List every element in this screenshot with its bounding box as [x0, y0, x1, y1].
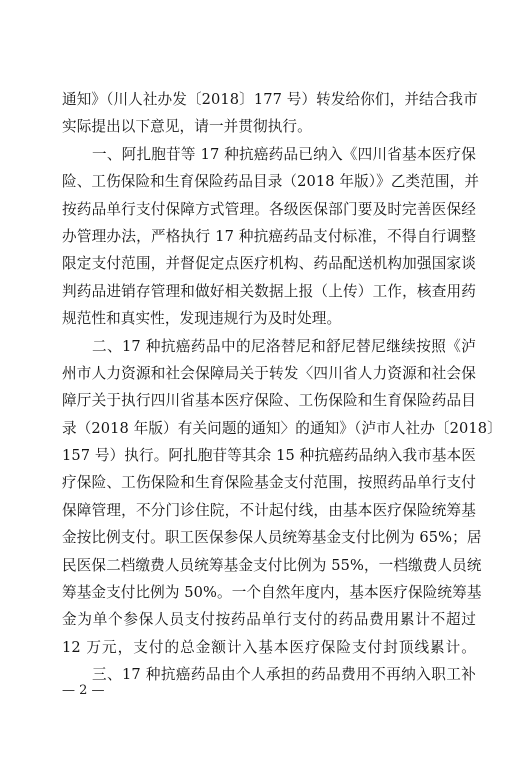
text-line: 疗保险、工伤保险和生育保险基金支付范围，按照药品单行支付 [62, 474, 476, 492]
text-line: 金按比例支付。职工医保参保人员统筹基金支付比例为 65%；居 [62, 529, 482, 547]
text-line: 12 万元，支付的总金额计入基本医疗保险支付封顶线累计。 [62, 638, 476, 656]
text-line: 157 号）执行。阿扎胞苷等其余 15 种抗癌药品纳入我市基本医 [62, 447, 476, 465]
text-line: 实际提出以下意见，请一并贯彻执行。 [62, 118, 312, 136]
section-3-heading-line: 三、17 种抗癌药品由个人承担的药品费用不再纳入职工补 [92, 666, 476, 684]
text-line: 录（2018 年版）有关问题的通知〉的通知》（泸市人社办〔2018〕 [62, 419, 502, 437]
body-text [62, 86, 502, 689]
text-line: 通知》（川人社办发〔2018〕177 号）转发给你们，并结合我市 [62, 91, 478, 108]
text-line: 规范性和真实性，发现违规行为及时处理。 [62, 310, 342, 328]
section-2-heading-line: 二、17 种抗癌药品中的尼洛替尼和舒尼替尼继续按照《泸 [92, 337, 476, 355]
text-line: 民医保二档缴费人员统筹基金支付比例为 55%，一档缴费人员统 [62, 556, 482, 574]
text-line: 按药品单行支付保障方式管理。各级医保部门要及时完善医保经 [62, 200, 476, 218]
page-number: — 2 — [62, 683, 105, 698]
text-line: 办管理办法，严格执行 17 种抗癌药品支付标准，不得自行调整 [62, 227, 476, 245]
text-line: 州市人力资源和社会保障局关于转发〈四川省人力资源和社会保 [62, 364, 476, 382]
text-line: 保障管理，不分门诊住院，不计起付线，由基本医疗保险统筹基 [62, 501, 476, 519]
text-line: 金为单个参保人员支付按药品单行支付的药品费用累计不超过 [62, 611, 476, 629]
text-line: 限定支付范围，并督促定点医疗机构、药品配送机构加强国家谈 [62, 255, 476, 273]
section-1-heading-line: 一、阿扎胞苷等 17 种抗癌药品已纳入《四川省基本医疗保 [92, 145, 476, 163]
text-line: 障厅关于执行四川省基本医疗保险、工伤保险和生育保险药品目 [62, 392, 476, 410]
text-line: 判药品进销存管理和做好相关数据上报（上传）工作，核查用药 [62, 282, 476, 300]
text-line: 筹基金支付比例为 50%。一个自然年度内，基本医疗保险统筹基 [62, 584, 482, 602]
text-line: 险、工伤保险和生育保险药品目录（2018 年版）》乙类范围，并 [62, 173, 480, 191]
